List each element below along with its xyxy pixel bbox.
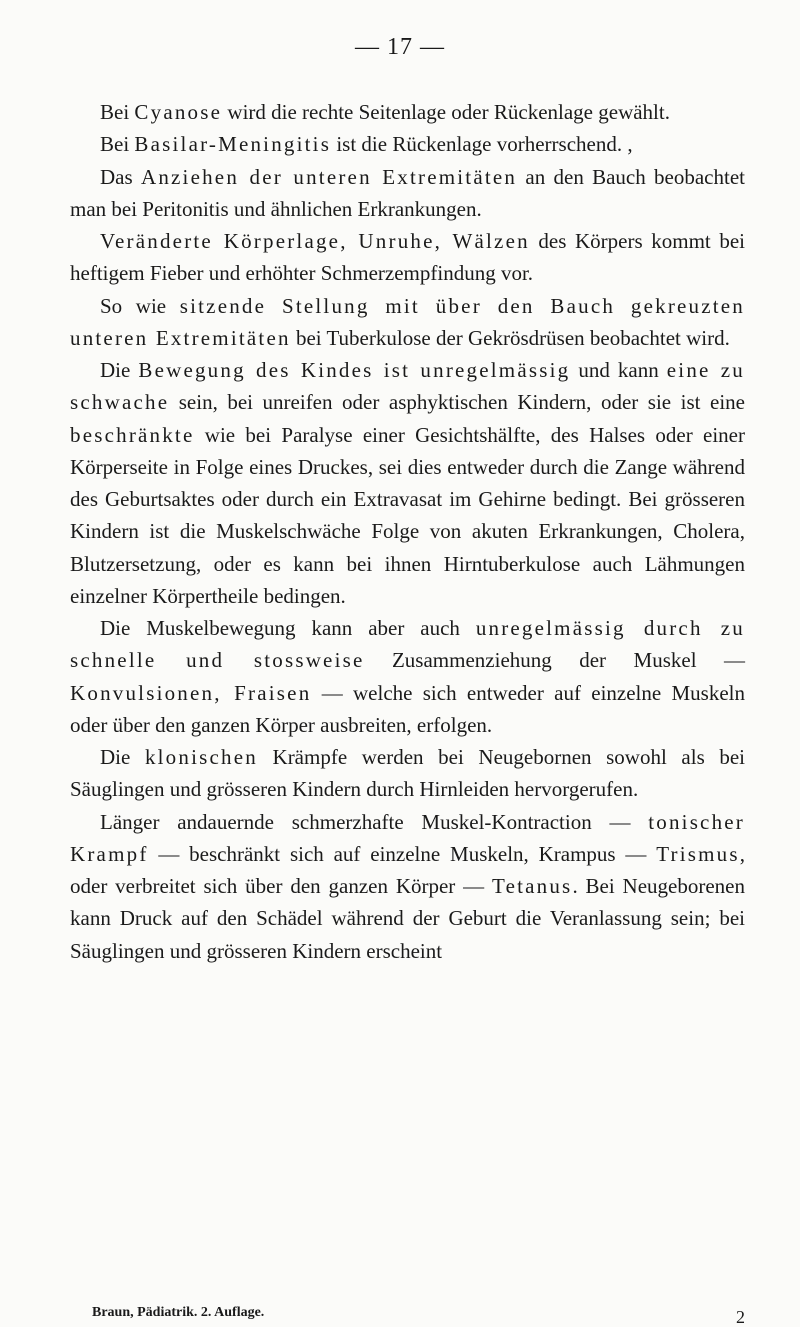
paragraph: [70, 161, 745, 226]
paragraph: [70, 806, 745, 967]
text-run: wie bei Paralyse einer Gesichtshälfte, des Halses oder einer Körperseite in Folge eines Druckes, sei dies entweder durch die Zange während des Geburtsaktes oder durch ein Extravasat im Gehirne bedingt. Bei grösseren Kindern ist die Muskelschwäche Folge von akuten Erkrankungen, Cholera, Blutzersetzung, oder es kann bei ihnen Hirntuberkulose auch Lähmungen einzelner Körpertheile bedingen.: [70, 422, 745, 608]
emphasis-text: Veränderte Körperlage, Unruhe, Wälzen: [100, 229, 530, 253]
text-run: Das: [100, 164, 141, 189]
emphasis-text: klonischen: [144, 745, 258, 769]
paragraph: [70, 741, 745, 806]
text-run: — welche sich entweder auf einzelne Muskeln oder über den ganzen Körper ausbreiten, erfolgen.: [70, 680, 745, 737]
text-run: bei Tuberkulose der Gekrösdrüsen beobachtet wird.: [290, 325, 730, 350]
emphasis-text: beschränkte: [70, 422, 195, 447]
text-run: Bei: [100, 100, 135, 124]
emphasis-text: Bewegung des Kindes ist unregelmässig: [138, 358, 571, 382]
page-number: — 17 —: [355, 34, 445, 60]
text-run: Krämpfe werden bei Neugebornen sowohl als bei Säuglingen und grösseren Kindern durch Hirnleiden hervorgerufen.: [70, 745, 745, 802]
text-run: Bei: [100, 132, 135, 157]
text-run: Länger andauernde schmerzhafte Muskel-Kontraction —: [100, 809, 649, 834]
text-run: Die Muskelbewegung kann aber auch: [100, 616, 476, 640]
text-run: wird die rechte Seitenlage oder Rückenlage gewählt.: [222, 100, 670, 124]
emphasis-text: Konvulsionen, Fraisen: [70, 680, 312, 705]
paragraph: [70, 96, 745, 128]
emphasis-text: unregelmässig durch zu schnelle und stossweise: [70, 616, 745, 673]
text-run: an den Bauch beobachtet man bei Peritonitis und ähnlichen Erkrankungen.: [70, 164, 745, 221]
emphasis-text: Trismus: [656, 841, 740, 866]
paragraph: [70, 612, 745, 741]
text-run: ist die Rückenlage vorherrschend. ,: [331, 132, 633, 157]
paragraph: [70, 128, 745, 160]
body-text: [70, 96, 745, 967]
text-run: Die: [100, 358, 139, 382]
emphasis-text: Cyanose: [134, 100, 223, 124]
text-run: . Bei Neugeborenen kann Druck auf den Schädel während der Geburt die Veranlassung sein; bei Säuglingen und grösseren Kindern erscheint: [70, 874, 746, 963]
paragraph: [70, 354, 745, 612]
emphasis-text: Anziehen der unteren Extremitäten: [140, 164, 518, 189]
text-run: So wie: [100, 293, 180, 318]
text-run: — beschränkt sich auf einzelne Muskeln, Krampus —: [148, 841, 657, 866]
paragraph: [70, 225, 745, 290]
emphasis-text: Tetanus: [492, 874, 573, 898]
emphasis-text: Basilar-Meningitis: [134, 132, 332, 157]
emphasis-text: eine zu schwache: [70, 358, 745, 415]
text-run: des Körpers kommt bei heftigem Fieber und erhöhter Schmerzempfindung vor.: [70, 229, 746, 286]
emphasis-text: tonischer Krampf: [70, 809, 745, 866]
footer-citation: Braun, Pädiatrik. 2. Auflage.: [92, 1305, 265, 1320]
emphasis-text: sitzende Stellung mit über den Bauch gekreuzten unteren Extremitäten: [70, 293, 746, 350]
text-run: , oder verbreitet sich über den ganzen Körper —: [70, 841, 745, 898]
signature-mark: 2: [736, 1307, 745, 1327]
paragraph: [70, 290, 745, 355]
text-run: Zusammenziehung der Muskel —: [364, 648, 745, 673]
text-run: Die: [100, 745, 145, 769]
text-run: und kann: [570, 358, 667, 382]
text-run: sein, bei unreifen oder asphyktischen Kindern, oder sie ist eine: [169, 390, 745, 415]
